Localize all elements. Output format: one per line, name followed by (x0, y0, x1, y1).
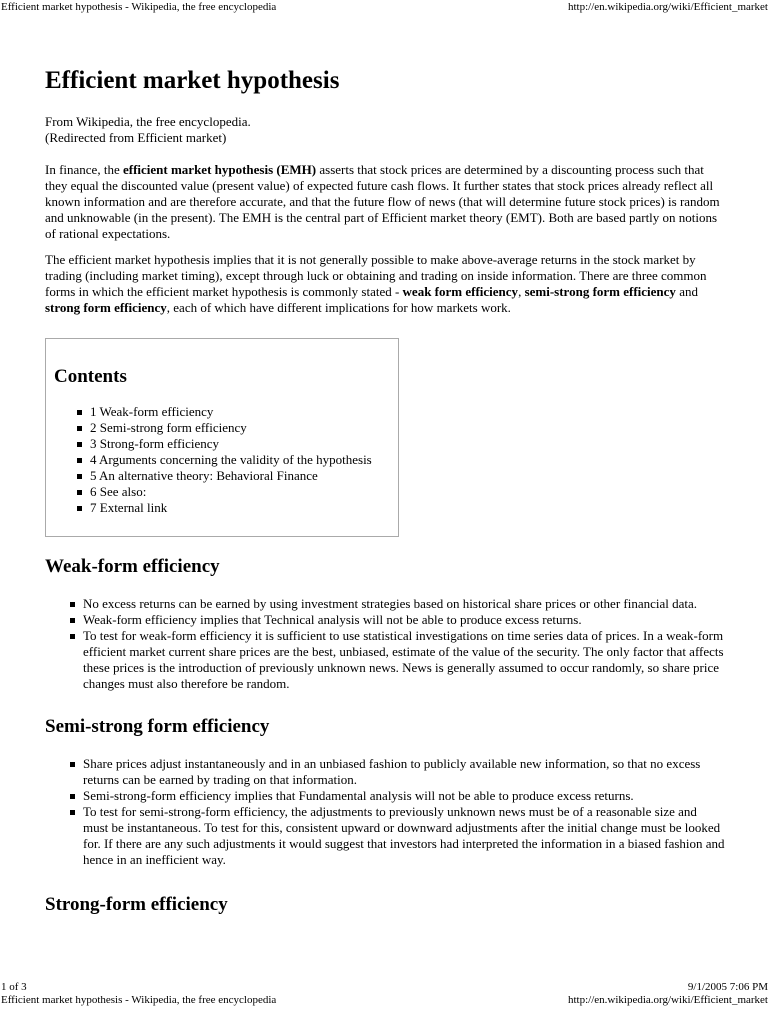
footer-url[interactable]: http://en.wikipedia.org/wiki/Efficient_market (568, 994, 768, 1006)
toc-item-alternative-theory[interactable]: 5 An alternative theory: Behavioral Finance (90, 468, 390, 484)
section-heading-strong-form: Strong-form efficiency (45, 894, 228, 915)
print-header (0, 1, 768, 14)
page-count: 1 of 3 (1, 981, 27, 993)
toc-item-semi-strong-form[interactable]: 2 Semi-strong form efficiency (90, 420, 390, 436)
intro2-pre: The efficient market hypothesis implies that it is not generally possible to make above-average returns in the stock market by trading (including market timing), except through luck or obtaining and trading on inside information. There are three common forms in which the efficient market hypothesis is commonly stated - (45, 252, 707, 299)
section-heading-semi-strong-form: Semi-strong form efficiency (45, 716, 270, 737)
weak-form-term: weak form efficiency (402, 284, 519, 299)
list-item: To test for semi-strong-form efficiency, the adjustments to previously unknown news must be of a reasonable size and must be instantaneous. To test for this, consistent upward or downward adjustments after the initial change must be looked for. If there are any such adjustments it would suggest that investors had interpreted the information in a biased fashion and hence in an inefficient way. (83, 804, 725, 867)
redirect-note: (Redirected from Efficient market) (45, 130, 227, 145)
page-title: Efficient market hypothesis (45, 67, 340, 94)
list-item: To test for weak-form efficiency it is sufficient to use statistical investigations on time series data of prices. In a weak-form efficient market current share prices are the best, unbiased, estimate of the value of the security. The only factor that affects these prices is the introduction of previously unknown news. News is generally assumed to occur randomly, so share price changes must also therefore be random. (83, 628, 724, 691)
toc-item-see-also[interactable]: 6 See also: (90, 484, 390, 500)
site-subtitle: From Wikipedia, the free encyclopedia. (45, 114, 251, 129)
toc-item-weak-form[interactable]: 1 Weak-form efficiency (90, 404, 390, 420)
list-item: No excess returns can be earned by using investment strategies based on historical share prices or other financial data. (83, 596, 725, 612)
table-of-contents (45, 338, 399, 537)
semi-strong-form-list (45, 756, 725, 868)
toc-list (54, 404, 390, 516)
list-item: Weak-form efficiency implies that Technical analysis will not be able to produce excess returns. (83, 612, 725, 628)
intro2-sep1: , (518, 284, 525, 299)
print-datetime: 9/1/2005 7:06 PM (687, 981, 768, 993)
emh-term: efficient market hypothesis (EMH) (122, 162, 317, 177)
footer-page-title: Efficient market hypothesis - Wikipedia, the free encyclopedia (1, 994, 277, 1006)
toc-item-external-link[interactable]: 7 External link (90, 500, 390, 516)
intro-paragraph-1 (45, 162, 725, 242)
toc-item-arguments[interactable]: 4 Arguments concerning the validity of the hypothesis (90, 452, 390, 468)
header-page-title: Efficient market hypothesis - Wikipedia, the free encyclopedia (1, 1, 277, 13)
list-item: Semi-strong-form efficiency implies that Fundamental analysis will not be able to produce excess returns. (83, 788, 725, 804)
semi-strong-term: semi-strong form efficiency (524, 284, 676, 299)
intro2-post: , each of which have different implications for how markets work. (166, 300, 511, 315)
list-item: Share prices adjust instantaneously and in an unbiased fashion to publicly available new information, so that no excess returns can be earned by trading on that information. (83, 756, 725, 788)
weak-form-list (45, 596, 725, 692)
intro1-pre: In finance, the (45, 162, 123, 177)
intro-paragraph-2 (45, 252, 725, 316)
header-url[interactable]: http://en.wikipedia.org/wiki/Efficient_market (568, 1, 768, 13)
intro2-sep2: and (675, 284, 698, 299)
strong-form-term: strong form efficiency (45, 300, 167, 315)
toc-item-strong-form[interactable]: 3 Strong-form efficiency (90, 436, 390, 452)
toc-title: Contents (54, 366, 127, 387)
section-heading-weak-form: Weak-form efficiency (45, 556, 220, 577)
intro1-post: asserts that stock prices are determined by a discounting process such that they equal the discounted value (present value) of expected future cash flows. It further states that stock prices already reflect all known information and are therefore accurate, and that the future flow of news (that will determine future stock prices) is random and unknowable (in the present). The EMH is the central part of Efficient market theory (EMT). Both are based partly on notions of rational expectations. (45, 162, 720, 241)
print-footer (0, 981, 768, 1007)
article-content (45, 66, 725, 916)
